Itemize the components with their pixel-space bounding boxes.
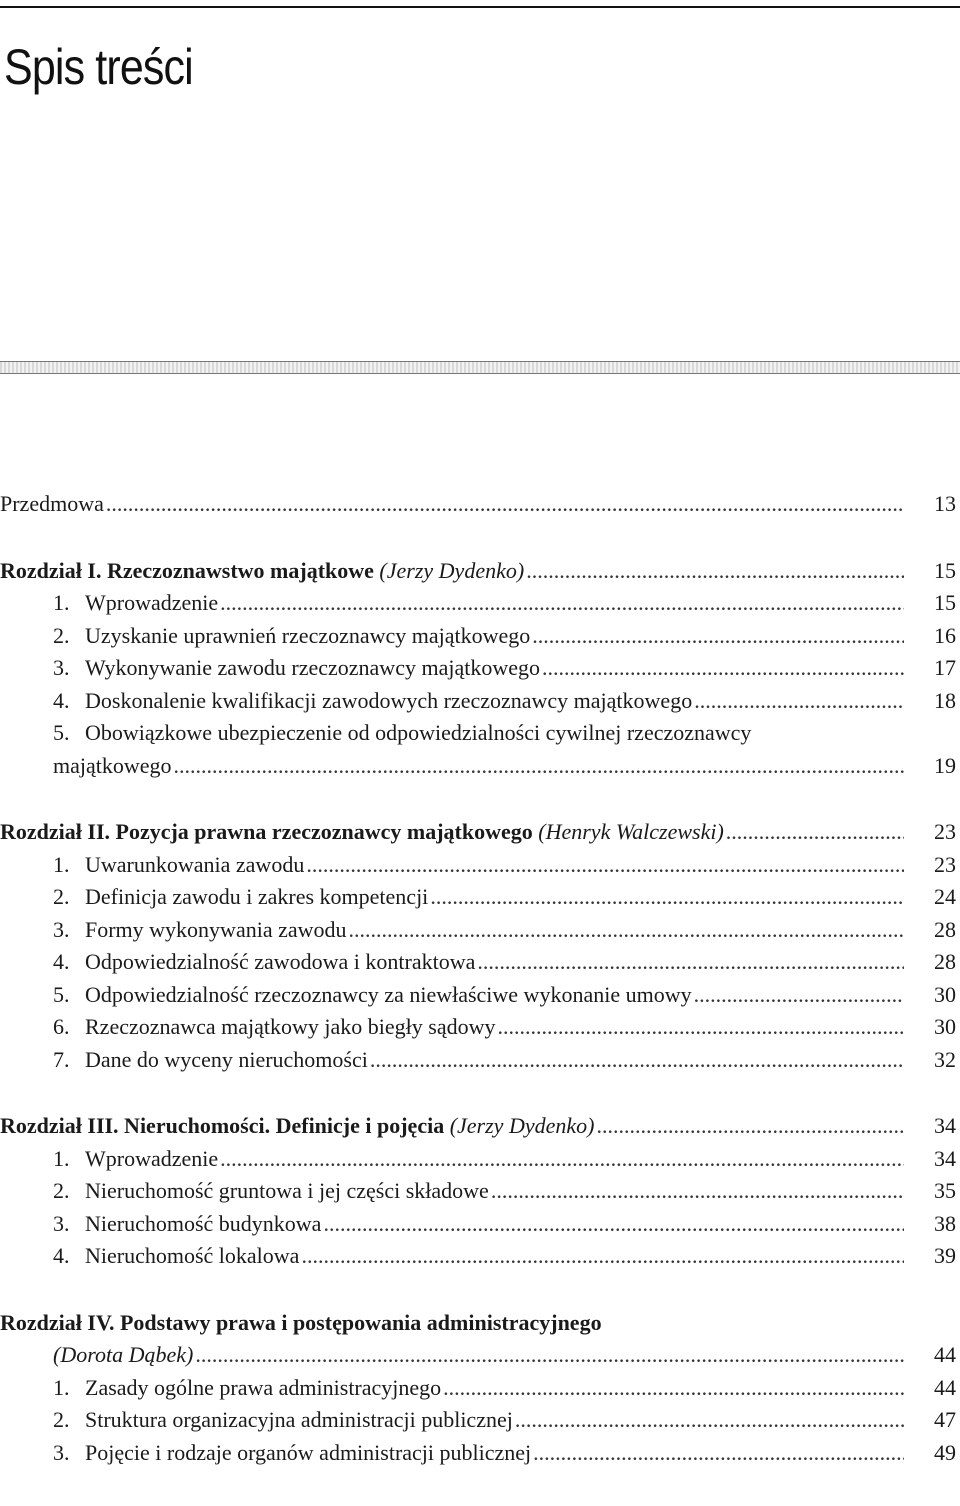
toc-chapter-heading-second-line[interactable] xyxy=(0,1342,960,1375)
entry-title-line-2: majątkowego xyxy=(53,752,172,778)
toc-page-number: 34 xyxy=(934,1113,956,1138)
toc-entry[interactable] xyxy=(0,1375,960,1408)
leader-dots xyxy=(694,688,904,714)
toc-page-number: 35 xyxy=(934,1178,956,1203)
toc-entry[interactable] xyxy=(0,852,960,885)
toc-entry[interactable] xyxy=(0,1178,960,1211)
leader-dots xyxy=(726,819,904,845)
entry-title: Wykonywanie zawodu rzeczoznawcy majątkowego xyxy=(85,655,540,680)
toc-entry[interactable] xyxy=(0,1047,960,1080)
toc-section-chapter-2 xyxy=(0,819,960,1079)
entry-title: Pojęcie i rodzaje organów administracji publicznej xyxy=(85,1439,532,1465)
leader-dots xyxy=(477,949,904,975)
entry-title: Definicja zawodu i zakres kompetencji xyxy=(85,884,429,909)
toc-page-number: 15 xyxy=(934,590,956,615)
leader-dots xyxy=(370,1047,904,1073)
leader-dots xyxy=(174,753,904,779)
table-of-contents xyxy=(0,491,960,1506)
entry-number: 7. xyxy=(53,1046,70,1072)
toc-chapter-heading[interactable] xyxy=(0,819,960,852)
entry-number: 4. xyxy=(53,949,70,974)
chapter-author: (Jerzy Dydenko) xyxy=(449,1113,595,1138)
toc-page-number: 28 xyxy=(934,949,956,974)
toc-page-number: 39 xyxy=(934,1243,956,1268)
toc-entry[interactable] xyxy=(0,688,960,721)
entry-number: 1. xyxy=(53,1374,70,1400)
toc-entry[interactable] xyxy=(0,917,960,950)
toc-entry[interactable] xyxy=(0,1014,960,1047)
toc-entry[interactable] xyxy=(0,655,960,688)
toc-section-preface xyxy=(0,491,960,524)
toc-page-number: 34 xyxy=(934,1145,956,1171)
entry-number: 5. xyxy=(53,720,70,745)
chapter-label: Rozdział I. Rzeczoznawstwo majątkowe xyxy=(0,557,374,583)
entry-title: Uwarunkowania zawodu xyxy=(85,851,305,877)
leader-dots xyxy=(430,884,904,910)
entry-title: Doskonalenie kwalifikacji zawodowych rzeczoznawcy majątkowego xyxy=(85,687,693,713)
entry-title: Nieruchomość budynkowa xyxy=(85,1210,322,1236)
toc-page-number: 30 xyxy=(934,981,956,1007)
entry-title: Formy wykonywania zawodu xyxy=(85,916,347,942)
entry-title: Struktura organizacyjna administracji publicznej xyxy=(85,1407,513,1432)
page-title: Spis treści xyxy=(4,39,193,95)
entry-number: 2. xyxy=(53,1178,70,1203)
entry-title: Wprowadzenie xyxy=(85,590,219,615)
toc-page-number: 15 xyxy=(934,557,956,583)
entry-number: 1. xyxy=(53,1145,70,1171)
toc-section-chapter-4 xyxy=(0,1310,960,1473)
decorative-band xyxy=(0,361,960,374)
leader-dots xyxy=(323,1211,904,1237)
toc-entry-wrapped-second-line[interactable] xyxy=(0,753,960,786)
toc-entry[interactable] xyxy=(0,982,960,1015)
leader-dots xyxy=(533,1440,904,1466)
leader-dots xyxy=(498,1014,904,1040)
leader-dots xyxy=(195,1342,904,1368)
chapter-label: Rozdział III. Nieruchomości. Definicje i pojęcia xyxy=(0,1113,445,1138)
toc-entry[interactable] xyxy=(0,1211,960,1244)
leader-dots xyxy=(491,1178,904,1204)
leader-dots xyxy=(526,558,904,584)
toc-page-number: 23 xyxy=(934,819,956,844)
toc-section-chapter-3 xyxy=(0,1113,960,1276)
entry-number: 6. xyxy=(53,1014,70,1039)
toc-page-number: 19 xyxy=(934,752,956,778)
entry-title-line-1: Obowiązkowe ubezpieczenie od odpowiedzialności cywilnej rzeczoznawcy xyxy=(85,720,752,745)
toc-entry[interactable] xyxy=(0,1146,960,1179)
chapter-author: (Dorota Dąbek) xyxy=(53,1342,194,1367)
toc-entry[interactable] xyxy=(0,1440,960,1473)
entry-title: Rzeczoznawca majątkowy jako biegły sądowy xyxy=(85,1014,496,1039)
entry-number: 2. xyxy=(53,622,70,648)
leader-dots xyxy=(349,917,904,943)
toc-chapter-heading-first-line[interactable] xyxy=(0,1310,960,1343)
leader-dots xyxy=(220,1146,904,1172)
entry-title: Zasady ogólne prawa administracyjnego xyxy=(85,1374,442,1400)
entry-title: Odpowiedzialność zawodowa i kontraktowa xyxy=(85,949,476,974)
chapter-label: Rozdział IV. Podstawy prawa i postępowania administracyjnego xyxy=(0,1309,602,1335)
toc-page-number: 30 xyxy=(934,1014,956,1039)
toc-chapter-heading[interactable] xyxy=(0,558,960,591)
toc-entry[interactable] xyxy=(0,623,960,656)
entry-number: 4. xyxy=(53,1243,70,1268)
entry-number: 3. xyxy=(53,655,70,680)
leader-dots xyxy=(306,852,904,878)
toc-page-number: 49 xyxy=(934,1439,956,1465)
toc-entry[interactable] xyxy=(0,1243,960,1276)
toc-page-number: 24 xyxy=(934,884,956,909)
entry-number: 2. xyxy=(53,1407,70,1432)
entry-title: Nieruchomość gruntowa i jej części składowe xyxy=(85,1178,489,1203)
leader-dots xyxy=(596,1113,904,1139)
toc-page-number: 28 xyxy=(934,916,956,942)
toc-entry[interactable] xyxy=(0,884,960,917)
toc-entry-preface[interactable] xyxy=(0,491,960,524)
chapter-label: Rozdział II. Pozycja prawna rzeczoznawcy majątkowego xyxy=(0,819,533,844)
toc-page-number: 47 xyxy=(934,1407,956,1432)
entry-title: Odpowiedzialność rzeczoznawcy za niewłaściwe wykonanie umowy xyxy=(85,981,692,1007)
entry-number: 5. xyxy=(53,981,70,1007)
leader-dots xyxy=(694,982,904,1008)
toc-chapter-heading[interactable] xyxy=(0,1113,960,1146)
leader-dots xyxy=(443,1375,904,1401)
entry-title: Nieruchomość lokalowa xyxy=(85,1243,300,1268)
toc-page-number: 18 xyxy=(934,687,956,713)
entry-number: 1. xyxy=(53,851,70,877)
chapter-author: (Henryk Walczewski) xyxy=(538,819,724,844)
entry-title: Uzyskanie uprawnień rzeczoznawcy majątkowego xyxy=(85,622,531,648)
toc-page-number: 17 xyxy=(934,655,956,680)
toc-page-number: 44 xyxy=(934,1342,956,1367)
toc-page-number: 44 xyxy=(934,1374,956,1400)
toc-page-number: 32 xyxy=(934,1046,956,1072)
entry-number: 4. xyxy=(53,687,70,713)
toc-entry-wrapped-first-line[interactable] xyxy=(0,720,960,753)
leader-dots xyxy=(532,623,904,649)
entry-number: 1. xyxy=(53,590,70,615)
toc-section-chapter-1 xyxy=(0,558,960,786)
entry-number: 3. xyxy=(53,1439,70,1465)
toc-page-number: 13 xyxy=(934,491,956,516)
toc-entry[interactable] xyxy=(0,949,960,982)
leader-dots xyxy=(220,590,904,616)
leader-dots xyxy=(106,491,904,517)
entry-number: 2. xyxy=(53,884,70,909)
toc-page-number: 23 xyxy=(934,851,956,877)
leader-dots xyxy=(301,1243,904,1269)
chapter-author: (Jerzy Dydenko) xyxy=(379,557,525,583)
toc-entry-text: Przedmowa xyxy=(0,491,104,516)
entry-number: 3. xyxy=(53,916,70,942)
top-rule xyxy=(0,6,960,8)
entry-number: 3. xyxy=(53,1210,70,1236)
toc-entry[interactable] xyxy=(0,1407,960,1440)
toc-page-number: 16 xyxy=(934,622,956,648)
toc-page-number: 38 xyxy=(934,1210,956,1236)
leader-dots xyxy=(515,1407,904,1433)
toc-entry[interactable] xyxy=(0,590,960,623)
leader-dots xyxy=(542,655,904,681)
entry-title: Dane do wyceny nieruchomości xyxy=(85,1046,368,1072)
entry-title: Wprowadzenie xyxy=(85,1145,219,1171)
